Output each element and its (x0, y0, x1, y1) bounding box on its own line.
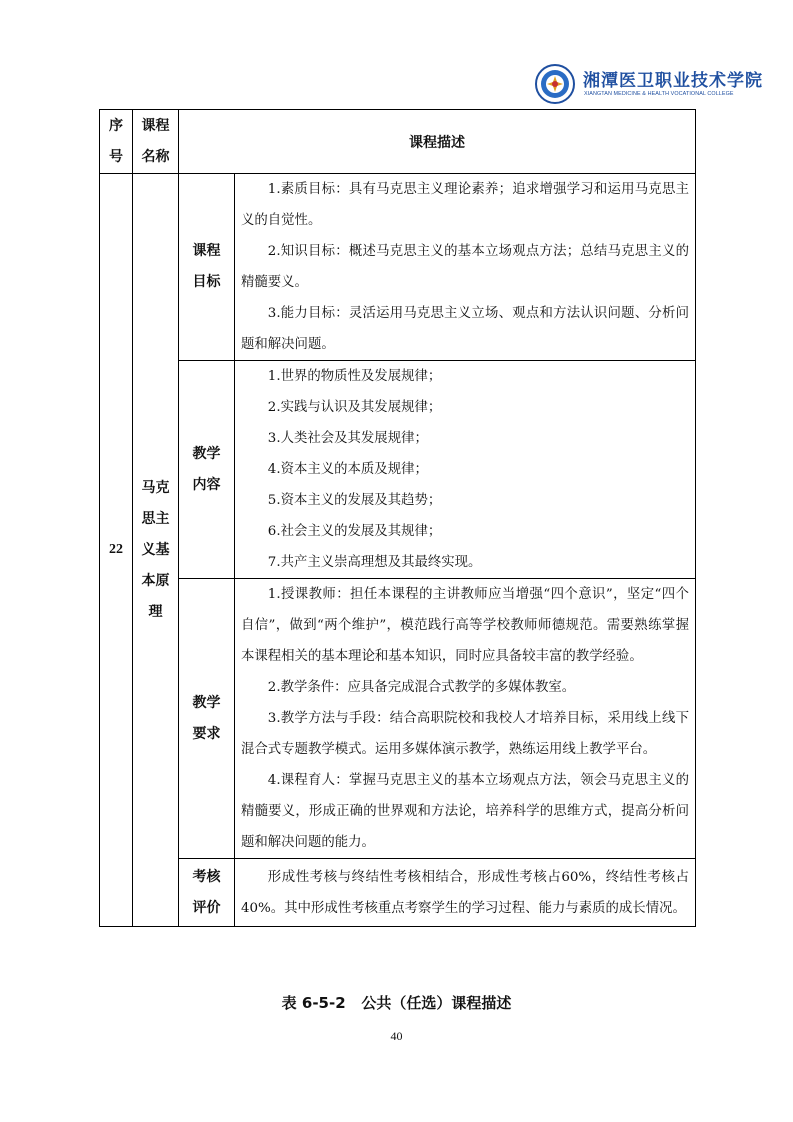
paragraph: 4.课程育人：掌握马克思主义的基本立场观点方法，领会马克思主义的精髓要义，形成正确的世界观和方法论，培养科学的思维方式，提高分析问题和解决问题的能力。 (241, 773, 689, 850)
table-row (100, 859, 696, 927)
paragraph: 5.资本主义的发展及其趋势； (267, 493, 442, 508)
paragraph: 1.世界的物质性及发展规律； (267, 369, 442, 384)
school-name: 湘潭医卫职业技术学院 (583, 71, 763, 91)
header-number: 序 号 (100, 110, 133, 174)
section-content-text (235, 361, 696, 579)
paragraph: 3.能力目标：灵活运用马克思主义立场、观点和方法认识问题、分析问题和解决问题。 (241, 306, 689, 352)
paragraph: 2.教学条件：应具备完成混合式教学的多媒体教室。 (267, 680, 576, 695)
section-label-assessment: 考核 评价 (179, 859, 235, 927)
course-name: 马克 思主 义基 本原 理 (133, 174, 179, 927)
paragraph: 6.社会主义的发展及其规律； (267, 524, 442, 539)
header-course-name: 课程 名称 (133, 110, 179, 174)
course-description-table (99, 109, 696, 927)
paragraph: 形成性考核与终结性考核相结合，形成性考核占60%，终结性考核占40%。其中形成性考核重点考察学生的学习过程、能力与素质的成长情况。 (241, 869, 689, 916)
school-name-en: XIANGTAN MEDICINE & HEALTH VOCATIONAL COLLEGE (584, 91, 734, 97)
paragraph: 3.教学方法与手段：结合高职院校和我校人才培养目标，采用线上线下混合式专题教学模式。运用多媒体演示教学，熟练运用线上教学平台。 (241, 711, 689, 757)
college-logo (535, 62, 763, 108)
paragraph: 2.知识目标：概述马克思主义的基本立场观点方法；总结马克思主义的精髓要义。 (241, 244, 689, 290)
table-row (100, 174, 696, 361)
college-emblem-icon (535, 64, 575, 104)
table-header-row (100, 110, 696, 174)
paragraph: 3.人类社会及其发展规律； (267, 431, 428, 446)
course-number: 22 (100, 174, 133, 927)
section-objectives-text (235, 174, 696, 361)
page-number: 40 (390, 1029, 403, 1043)
section-label-requirements: 教学 要求 (179, 579, 235, 859)
section-label-content: 教学 内容 (179, 361, 235, 579)
header-description: 课程描述 (179, 110, 696, 174)
paragraph: 1.授课教师：担任本课程的主讲教师应当增强“四个意识”，坚定“四个自信”，做到“两个维护”，模范践行高等学校教师师德规范。需要熟练掌握本课程相关的基本理论和基本知识，同时应具备较丰富的教学经验。 (241, 587, 689, 664)
table-row (100, 579, 696, 859)
table-row (100, 361, 696, 579)
paragraph: 4.资本主义的本质及规律； (267, 462, 428, 477)
section-requirements-text (235, 579, 696, 859)
paragraph: 7.共产主义崇高理想及其最终实现。 (267, 555, 482, 570)
paragraph: 1.素质目标：具有马克思主义理论素养；追求增强学习和运用马克思主义的自觉性。 (241, 182, 689, 228)
section-assessment-text (235, 859, 696, 927)
table-caption: 表 6-5-2 公共（任选）课程描述 (281, 994, 512, 1012)
paragraph: 2.实践与认识及其发展规律； (267, 400, 442, 415)
section-label-objectives: 课程 目标 (179, 174, 235, 361)
